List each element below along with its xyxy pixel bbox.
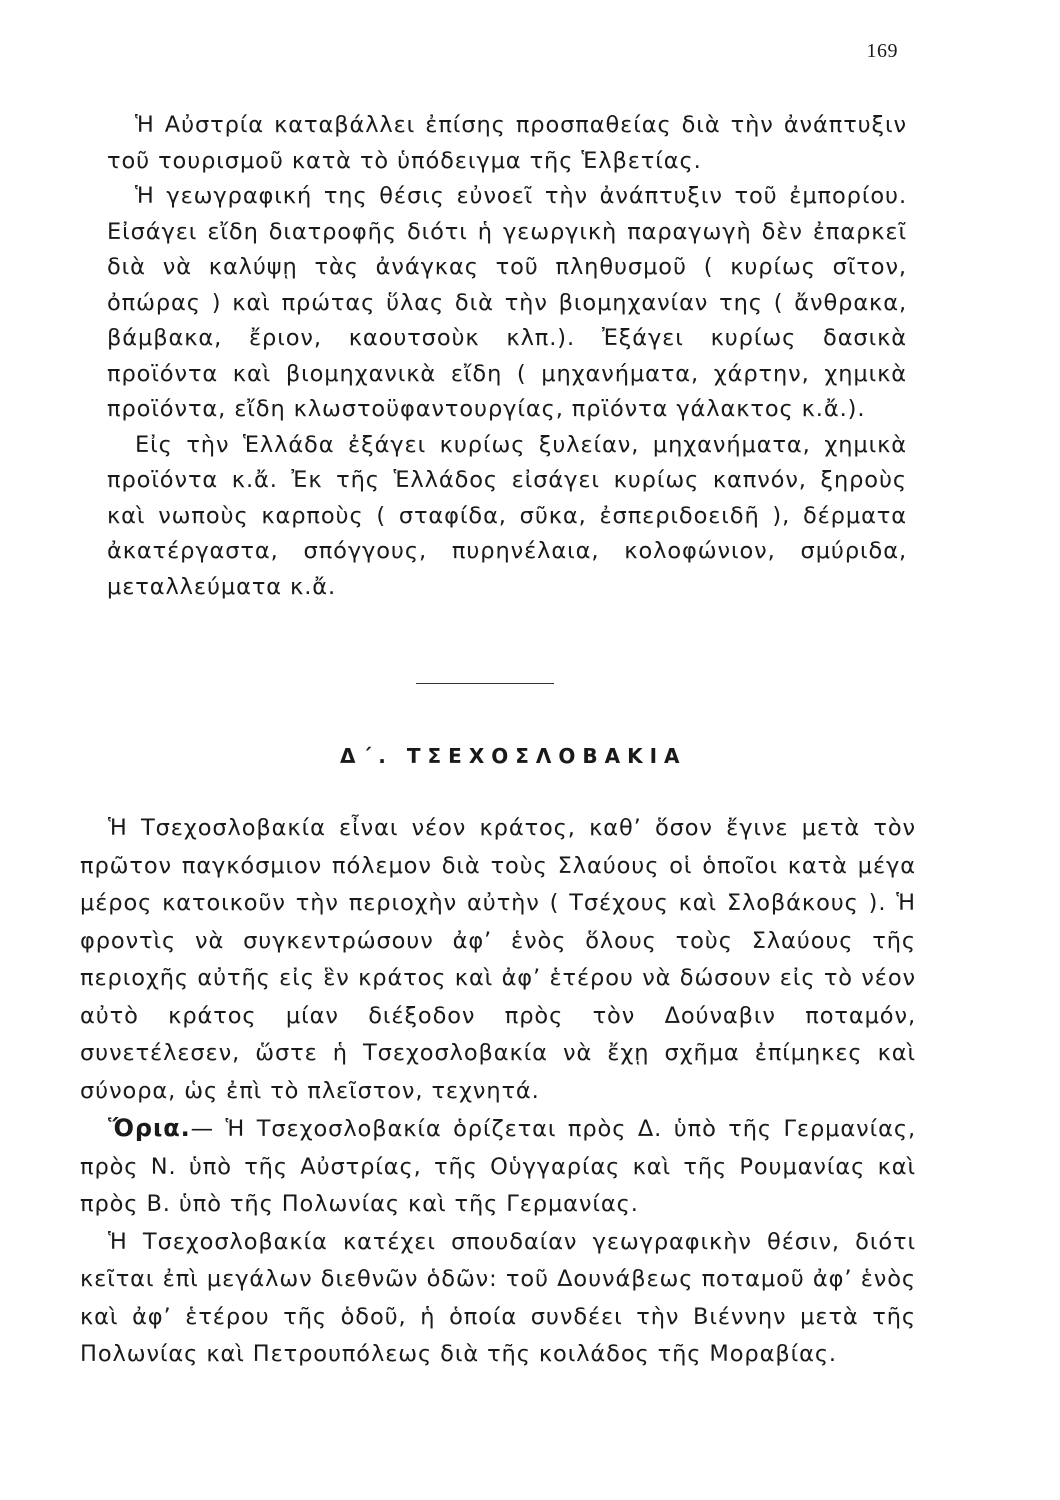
borders-text: — Ἡ Τσεχοσλοβακία ὁρίζεται πρὸς Δ. ὑπὸ τῆς Γερμανίας, πρὸς Ν. ὑπὸ τῆς Αὐστρίας, τῆς Οὑγγαρίας καὶ τῆς Ρουμανίας καὶ πρὸς Β. ὑπὸ τῆς Πολωνίας καὶ τῆς Γερμανίας. xyxy=(80,1116,916,1217)
section-heading: Δ΄. ΤΣΕΧΟΣΛΟΒΑΚΙΑ xyxy=(340,744,687,768)
czechoslovakia-position-paragraph: Ἡ Τσεχοσλοβακία κατέχει σπουδαίαν γεωγραφικὴν θέσιν, διότι κεῖται ἐπὶ μεγάλων διεθνῶν ὁδῶν: τοῦ Δουνάβεως ποταμοῦ ἀφ’ ἑνὸς καὶ ἀφ’ ἑτέρου τῆς ὁδοῦ, ἡ ὁποία συνδέει τὴν Βιέννην μετὰ τῆς Πολωνίας καὶ Πετρουπόλεως διὰ τῆς κοιλάδος τῆς Μοραβίας. xyxy=(80,1228,916,1367)
czechoslovakia-borders-paragraph xyxy=(80,1110,916,1224)
section-divider xyxy=(416,683,554,684)
czechoslovakia-intro-paragraph: Ἡ Τσεχοσλοβακία εἶναι νέον κράτος, καθ’ ὅσον ἔγινε μετὰ τὸν πρῶτον παγκόσμιον πόλεμον διὰ τοὺς Σλαύους οἱ ὁποῖοι κατὰ μέγα μέρος κατοικοῦν τὴν περιοχὴν αὐτὴν ( Τσέχους καὶ Σλοβάκους ). Ἡ φροντὶς νὰ συγκεντρώσουν ἀφ’ ἑνὸς ὅλους τοὺς Σλαύους τῆς περιοχῆς αὐτῆς εἰς ἓν κράτος καὶ ἀφ’ ἑτέρου νὰ δώσουν εἰς τὸ νέον αὐτὸ κράτος μίαν διέξοδον πρὸς τὸν Δούναβιν ποταμόν, συνετέλεσεν, ὥστε ἡ Τσεχοσλοβακία νὰ ἔχῃ σχῆμα ἐπίμηκες καὶ σύνορα, ὡς ἐπὶ τὸ πλεῖστον, τεχνητά. xyxy=(80,815,916,1104)
czechoslovakia-section xyxy=(80,810,916,1374)
page-number: 169 xyxy=(866,40,898,62)
borders-run-in-heading: Ὅρια. xyxy=(108,1114,191,1142)
austria-greece-trade-paragraph: Εἰς τὴν Ἑλλάδα ἐξάγει κυρίως ξυλείαν, μηχανήματα, χημικὰ προϊόντα κ.ἄ. Ἐκ τῆς Ἑλλάδος εἰσάγει κυρίως καπνόν, ξηροὺς καὶ νωποὺς καρποὺς ( σταφίδα, σῦκα, ἐσπεριδοειδῆ ), δέρματα ἀκατέργαστα, σπόγγους, πυρηνέλαια, κολοφώνιον, σμύριδα, μεταλλεύματα κ.ἄ. xyxy=(107,431,907,600)
austria-tourism-paragraph: Ἡ Αὐστρία καταβάλλει ἐπίσης προσπαθείας διὰ τὴν ἀνάπτυξιν τοῦ τουρισμοῦ κατὰ τὸ ὑπόδειγμα τῆς Ἑλβετίας. xyxy=(107,112,907,174)
austria-section xyxy=(107,108,907,605)
austria-trade-paragraph: Ἡ γεωγραφική της θέσις εὐνοεῖ τὴν ἀνάπτυξιν τοῦ ἐμπορίου. Εἰσάγει εἴδη διατροφῆς διότι ἡ γεωργικὴ παραγωγὴ δὲν ἐπαρκεῖ διὰ νὰ καλύψῃ τὰς ἀνάγκας τοῦ πληθυσμοῦ ( κυρίως σῖτον, ὀπώρας ) καὶ πρώτας ὕλας διὰ τὴν βιομηχανίαν της ( ἄνθρακα, βάμβακα, ἔριον, καουτσοὺκ κλπ.). Ἐξάγει κυρίως δασικὰ προϊόντα καὶ βιομηχανικὰ εἴδη ( μηχανήματα, χάρτην, χημικὰ προϊόντα, εἴδη κλωστοϋφαντουργίας, πρϊόντα γάλακτος κ.ἄ.). xyxy=(107,183,907,422)
